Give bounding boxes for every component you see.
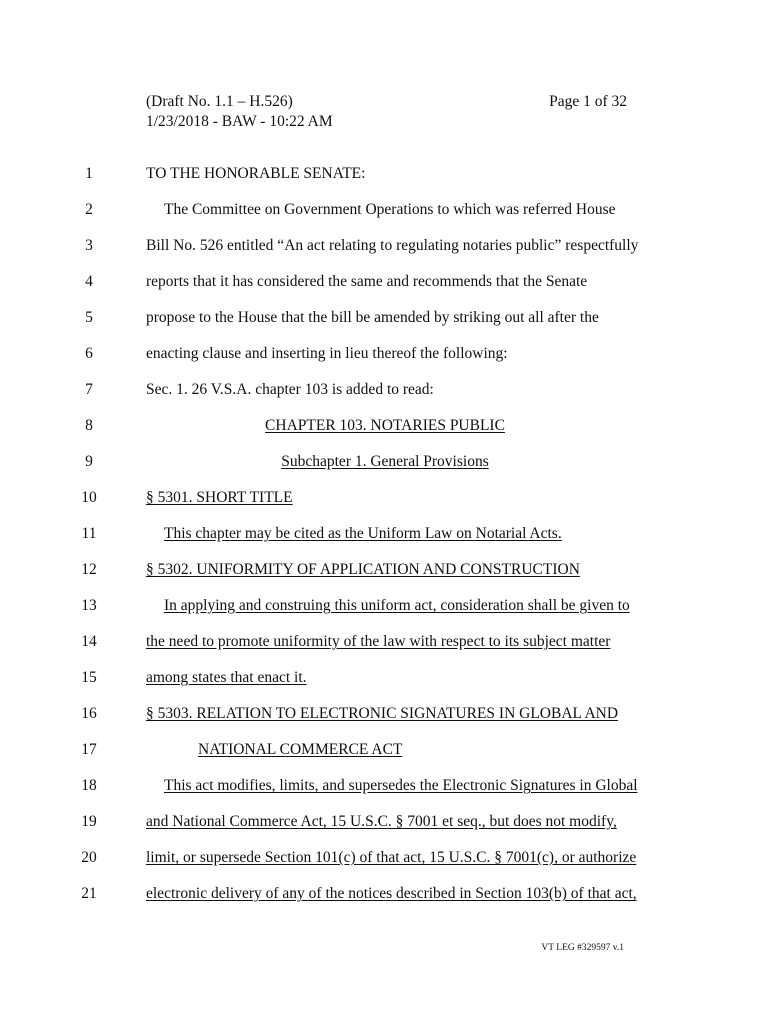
line-text: In applying and construing this uniform act, consideration shall be given to (164, 597, 630, 614)
line-number: 18 (81, 777, 97, 794)
line-text: This chapter may be cited as the Uniform Law on Notarial Acts. (164, 525, 562, 542)
draft-number: (Draft No. 1.1 – H.526) (146, 93, 293, 110)
line-text: reports that it has considered the same and recommends that the Senate (146, 273, 588, 290)
line-text: Sec. 1. 26 V.S.A. chapter 103 is added to read: (146, 381, 434, 398)
line-21 (0, 880, 770, 916)
line-9 (0, 448, 770, 484)
line-number: 15 (81, 669, 97, 686)
line-19 (0, 808, 770, 844)
line-number: 20 (81, 849, 97, 866)
line-number: 9 (85, 453, 93, 470)
line-14 (0, 628, 770, 664)
chapter-heading: CHAPTER 103. NOTARIES PUBLIC (265, 417, 505, 434)
line-number: 21 (81, 885, 97, 902)
line-text: The Committee on Government Operations to which was referred House (164, 201, 616, 218)
document-id-footer: VT LEG #329597 v.1 (541, 943, 624, 953)
line-15 (0, 664, 770, 700)
section-heading: § 5302. UNIFORMITY OF APPLICATION AND CONSTRUCTION (146, 561, 580, 578)
line-text: the need to promote uniformity of the law with respect to its subject matter (146, 633, 611, 650)
line-number: 16 (81, 705, 97, 722)
line-3 (0, 232, 770, 268)
draft-date: 1/23/2018 - BAW - 10:22 AM (146, 113, 333, 130)
line-number: 7 (85, 381, 93, 398)
line-number: 5 (85, 309, 93, 326)
line-number: 19 (81, 813, 97, 830)
line-text: limit, or supersede Section 101(c) of that act, 15 U.S.C. § 7001(c), or authorize (146, 849, 637, 866)
page-number: Page 1 of 32 (549, 93, 627, 110)
line-number: 1 (85, 165, 93, 182)
line-16 (0, 700, 770, 736)
line-4 (0, 268, 770, 304)
document-header (146, 92, 333, 132)
line-number: 11 (81, 525, 97, 542)
line-number: 3 (85, 237, 93, 254)
line-text: electronic delivery of any of the notices described in Section 103(b) of that act, (146, 885, 637, 902)
line-text: among states that enact it. (146, 669, 307, 686)
line-1 (0, 160, 770, 196)
section-heading-continued: NATIONAL COMMERCE ACT (198, 741, 403, 758)
line-text: TO THE HONORABLE SENATE: (146, 165, 366, 182)
line-2 (0, 196, 770, 232)
line-number: 14 (81, 633, 97, 650)
line-number: 2 (85, 201, 93, 218)
line-12 (0, 556, 770, 592)
line-20 (0, 844, 770, 880)
line-text: Bill No. 526 entitled “An act relating to regulating notaries public” respectfully (146, 237, 639, 254)
line-11 (0, 520, 770, 556)
line-6 (0, 340, 770, 376)
line-7 (0, 376, 770, 412)
line-text: propose to the House that the bill be amended by striking out all after the (146, 309, 599, 326)
line-number: 4 (85, 273, 93, 290)
line-number: 10 (81, 489, 97, 506)
line-text: enacting clause and inserting in lieu thereof the following: (146, 345, 508, 362)
line-5 (0, 304, 770, 340)
line-13 (0, 592, 770, 628)
line-number: 6 (85, 345, 93, 362)
line-text: and National Commerce Act, 15 U.S.C. § 7001 et seq., but does not modify, (146, 813, 617, 830)
line-8 (0, 412, 770, 448)
section-heading: § 5303. RELATION TO ELECTRONIC SIGNATURES IN GLOBAL AND (146, 705, 619, 722)
line-17 (0, 736, 770, 772)
line-18 (0, 772, 770, 808)
section-heading: § 5301. SHORT TITLE (146, 489, 293, 506)
line-number: 8 (85, 417, 93, 434)
line-text: This act modifies, limits, and supersedes the Electronic Signatures in Global (164, 777, 638, 794)
line-number: 13 (81, 597, 97, 614)
line-number: 17 (81, 741, 97, 758)
subchapter-heading: Subchapter 1. General Provisions (281, 453, 489, 470)
line-number: 12 (81, 561, 97, 578)
line-10 (0, 484, 770, 520)
